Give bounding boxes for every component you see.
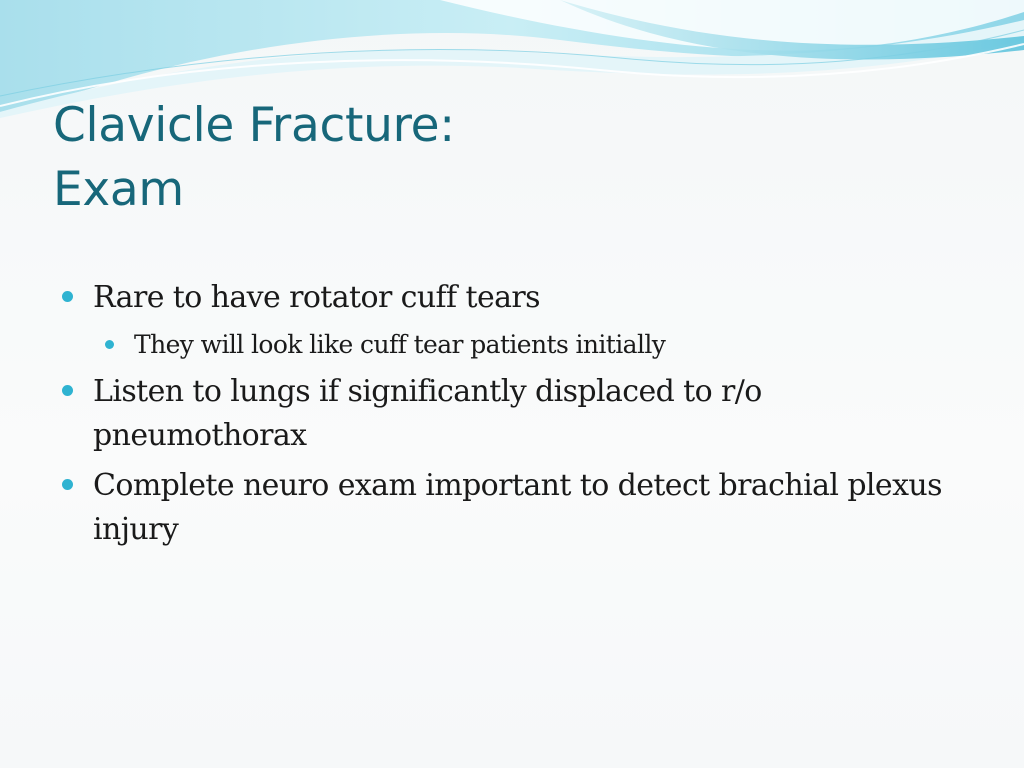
title-line-2: Exam [53, 162, 184, 217]
bullet-dot-icon [62, 291, 73, 302]
bullet-text: Listen to lungs if significantly displaced to r/o pneumothorax [93, 374, 762, 453]
bullet-list [62, 276, 962, 558]
bullet-item [62, 464, 962, 552]
bullet-dot-icon [105, 340, 114, 349]
title-line-1: Clavicle Fracture: [53, 98, 455, 153]
bullet-item [62, 276, 962, 320]
slide-title [53, 94, 953, 222]
sub-bullet-item [103, 326, 962, 364]
sub-bullet-text: They will look like cuff tear patients initially [134, 330, 666, 359]
bullet-dot-icon [62, 385, 73, 396]
bullet-text: Rare to have rotator cuff tears [93, 280, 540, 315]
bullet-item [62, 370, 962, 458]
bullet-dot-icon [62, 479, 73, 490]
bullet-text: Complete neuro exam important to detect brachial plexus injury [93, 468, 942, 547]
